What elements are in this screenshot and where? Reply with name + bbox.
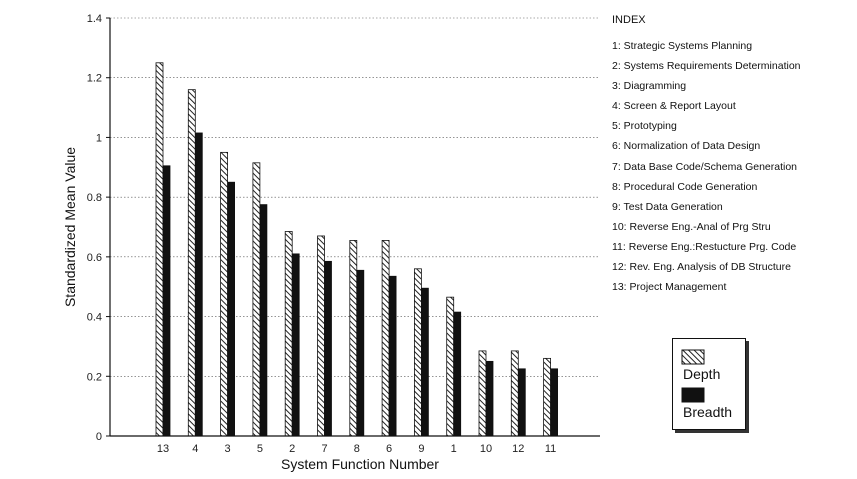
bar-depth-4 xyxy=(188,90,195,436)
index-item: 8: Procedural Code Generation xyxy=(612,180,758,193)
y-tick-label: 0.2 xyxy=(86,371,102,384)
legend-depth-label: Depth xyxy=(683,366,721,382)
index-item: 10: Reverse Eng.-Anal of Prg Stru xyxy=(612,220,771,233)
legend xyxy=(672,338,746,430)
index-item: 13: Project Management xyxy=(612,281,727,294)
x-tick-label: 4 xyxy=(192,443,199,455)
x-tick-label: 9 xyxy=(418,443,425,455)
bar-depth-6 xyxy=(382,240,389,436)
index-item: 4: Screen & Report Layout xyxy=(612,100,736,113)
bar-breadth-11 xyxy=(551,369,558,436)
x-tick-label: 8 xyxy=(353,443,360,455)
bar-breadth-4 xyxy=(195,133,202,436)
y-tick-label: 0.4 xyxy=(86,311,102,324)
index-item: 5: Prototyping xyxy=(612,120,677,133)
bar-depth-1 xyxy=(447,297,454,436)
x-tick-label: 7 xyxy=(321,443,328,455)
index-item: 1: Strategic Systems Planning xyxy=(612,40,753,52)
x-tick-label: 2 xyxy=(289,443,296,455)
bar-breadth-7 xyxy=(325,261,332,436)
y-tick-label: 0.8 xyxy=(86,192,102,205)
bar-depth-2 xyxy=(285,231,292,436)
y-tick-label: 1 xyxy=(95,132,102,145)
index-title: INDEX xyxy=(612,14,646,26)
index-item: 7: Data Base Code/Schema Generation xyxy=(612,160,798,173)
y-tick-label: 1.2 xyxy=(86,72,102,85)
bar-depth-3 xyxy=(221,152,228,436)
y-axis-title: Standardized Mean Value xyxy=(62,146,78,308)
bars xyxy=(156,63,558,436)
bar-breadth-13 xyxy=(163,166,170,436)
bar-breadth-5 xyxy=(260,205,267,436)
x-tick-label: 10 xyxy=(479,443,493,455)
y-tick-labels xyxy=(87,13,110,443)
x-tick-label: 5 xyxy=(256,443,263,455)
index-item: 6: Normalization of Data Design xyxy=(612,140,761,153)
x-tick-label: 11 xyxy=(544,443,557,455)
y-tick-label: 1.4 xyxy=(86,13,102,25)
index-item: 12: Rev. Eng. Analysis of DB Structure xyxy=(612,261,791,274)
bar-depth-12 xyxy=(511,351,518,436)
bar-depth-7 xyxy=(318,236,325,436)
y-tick-label: 0.6 xyxy=(86,251,102,264)
x-tick-label: 3 xyxy=(224,443,231,455)
y-tick-label: 0 xyxy=(95,431,102,443)
legend-breadth-label: Breadth xyxy=(683,404,733,420)
bar-breadth-12 xyxy=(518,369,525,436)
bar-breadth-8 xyxy=(357,270,364,436)
bar-depth-11 xyxy=(544,358,551,436)
bar-depth-10 xyxy=(479,351,486,436)
index-item: 2: Systems Requirements Determination xyxy=(612,60,801,73)
index-panel xyxy=(612,14,852,297)
bar-breadth-9 xyxy=(421,288,428,436)
bar-depth-5 xyxy=(253,163,260,436)
x-axis-title: System Function Number xyxy=(281,456,439,472)
bar-depth-13 xyxy=(156,63,163,436)
bar-depth-8 xyxy=(350,240,357,436)
index-item: 9: Test Data Generation xyxy=(612,200,723,213)
x-tick-labels xyxy=(157,443,556,455)
index-item: 11: Reverse Eng.:Restucture Prg. Code xyxy=(612,240,797,253)
bar-breadth-10 xyxy=(486,361,493,436)
x-tick-label: 6 xyxy=(386,443,393,455)
bar-breadth-3 xyxy=(228,182,235,436)
bar-depth-9 xyxy=(414,269,421,436)
bar-breadth-2 xyxy=(292,254,299,436)
index-list xyxy=(612,36,852,297)
x-tick-label: 12 xyxy=(512,443,525,455)
x-tick-label: 13 xyxy=(156,443,170,455)
x-tick-label: 1 xyxy=(450,443,457,455)
bar-breadth-1 xyxy=(454,312,461,436)
index-item: 3: Diagramming xyxy=(612,80,687,93)
bar-breadth-6 xyxy=(389,276,396,436)
